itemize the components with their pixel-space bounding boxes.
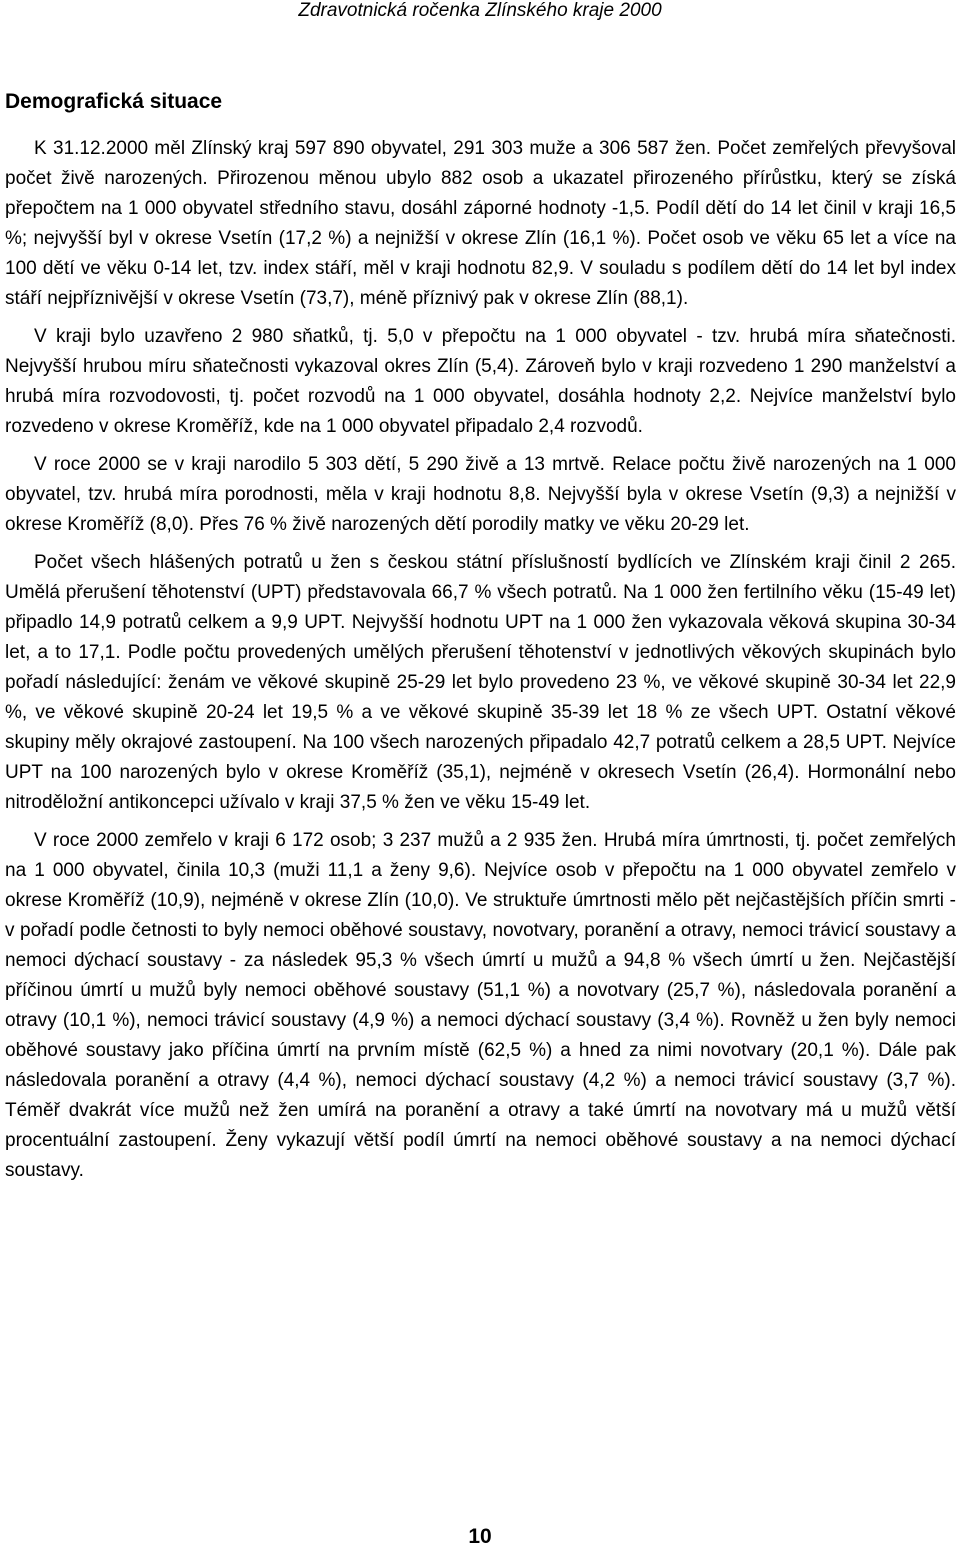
paragraph-mortality: V roce 2000 zemřelo v kraji 6 172 osob; 3 237 mužů a 2 935 žen. Hrubá míra úmrtnosti, tj. počet zemřelých na 1 000 obyvatel, činila 10,3 (muži 11,1 a ženy 9,6). Nejvíce osob v přepočtu na 1 000 obyvatel zemřelo v okrese Kroměříž (10,9), nejméně v okrese Zlín (10,0). Ve struktuře úmrtnosti mělo pět nejčastějších příčin smrti - v pořadí podle četnosti to byly nemoci oběhové soustavy, novotvary, poranění a otravy, nemoci trávicí soustavy a nemoci dýchací soustavy - za následek 95,3 % všech úmrtí u mužů a 94,8 % všech úmrtí u žen. Nejčastější příčinou úmrtí u mužů byly nemoci oběhové soustavy (51,1 %) a novotvary (25,7 %), následovala poranění a otravy (10,1 %), nemoci trávicí soustavy (4,9 %) a nemoci dýchací soustavy (3,4 %). Rovněž u žen byly nemoci oběhové soustavy jako příčina úmrtí na prvním místě (62,5 %) a hned za nimi novotvary (20,1 %). Dále pak následovala poranění a otravy (4,4 %), nemoci dýchací soustavy (4,2 %) a nemoci trávicí soustavy (3,7 %). Téměř dvakrát více mužů než žen umírá na poranění a otravy a také úmrtí na novotvary má u mužů větší procentuální zastoupení. Ženy vykazují větší podíl úmrtí na nemoci oběhové soustavy a na nemoci dýchací soustavy. — [5, 830, 956, 1181]
paragraph-marriages: V kraji bylo uzavřeno 2 980 sňatků, tj. 5,0 v přepočtu na 1 000 obyvatel - tzv. hrubá míra sňatečnosti. Nejvyšší hrubou míru sňatečnosti vykazoval okres Zlín (5,4). Zároveň bylo v kraji rozvedeno 1 290 manželství a hrubá míra rozvodovosti, tj. počet rozvodů na 1 000 obyvatel, dosáhla hodnoty 2,2. Nejvíce manželství bylo rozvedeno v okrese Kroměříž, kde na 1 000 obyvatel připadalo 2,4 rozvodů. — [5, 326, 956, 437]
running-header: Zdravotnická ročenka Zlínského kraje 2000 — [298, 0, 662, 21]
paragraph-abortions: Počet všech hlášených potratů u žen s českou státní příslušností bydlících ve Zlínském kraji činil 2 265. Umělá přerušení těhotenství (UPT) představovala 66,7 % všech potratů. Na 1 000 žen fertilního věku (15-49 let) připadlo 14,9 potratů celkem a 9,9 UPT. Nejvyšší hodnotu UPT na 1 000 žen vykazovala věková skupina 30-34 let, a to 17,1. Podle počtu provedených umělých přerušení těhotenství v jednotlivých věkových skupinách bylo pořadí následující: ženám ve věkové skupině 25-29 let bylo provedeno 23 %, ve věkové skupině 30-34 let 22,9 %, ve věkové skupině 20-24 let 19,5 % a ve věkové skupině 35-39 let 18 % ze všech UPT. Ostatní věkové skupiny měly okrajové zastoupení. Na 100 všech narozených připadalo 42,7 potratů celkem a 28,5 UPT. Nejvíce UPT na 100 narozených bylo v okrese Kroměříž (35,1), nejméně v okresech Vsetín (26,4). Hormonální nebo nitroděložní antikoncepci užívalo v kraji 37,5 % žen ve věku 15-49 let. — [5, 552, 956, 813]
section-heading: Demografická situace — [5, 90, 223, 113]
paragraph-births: V roce 2000 se v kraji narodilo 5 303 dětí, 5 290 živě a 13 mrtvě. Relace počtu živě narozených na 1 000 obyvatel, tzv. hrubá míra porodnosti, měla v kraji hodnotu 8,8. Nejvyšší byla v okrese Vsetín (9,3) a nejnižší v okrese Kroměříž (8,0). Přes 76 % živě narozených dětí porodily matky ve věku 20-29 let. — [5, 454, 956, 535]
paragraph-population: K 31.12.2000 měl Zlínský kraj 597 890 obyvatel, 291 303 muže a 306 587 žen. Počet zemřelých převyšoval počet živě narozených. Přirozenou měnou ubylo 882 osob a ukazatel přirozeného přírůstku, který se získá přepočtem na 1 000 obyvatel středního stavu, dosáhl záporné hodnoty -1,5. Podíl dětí do 14 let činil v kraji 16,5 %; nejvyšší byl v okrese Vsetín (17,2 %) a nejnižší v okrese Zlín (16,1 %). Počet osob ve věku 65 let a více na 100 dětí ve věku 0-14 let, tzv. index stáří, měl v kraji hodnotu 82,9. V souladu s podílem dětí do 14 let byl index stáří nejpříznivější v okrese Vsetín (73,7), méně příznivý pak v okrese Zlín (88,1). — [5, 138, 956, 309]
page-number: 10 — [468, 1525, 492, 1548]
body-text — [5, 134, 956, 1186]
